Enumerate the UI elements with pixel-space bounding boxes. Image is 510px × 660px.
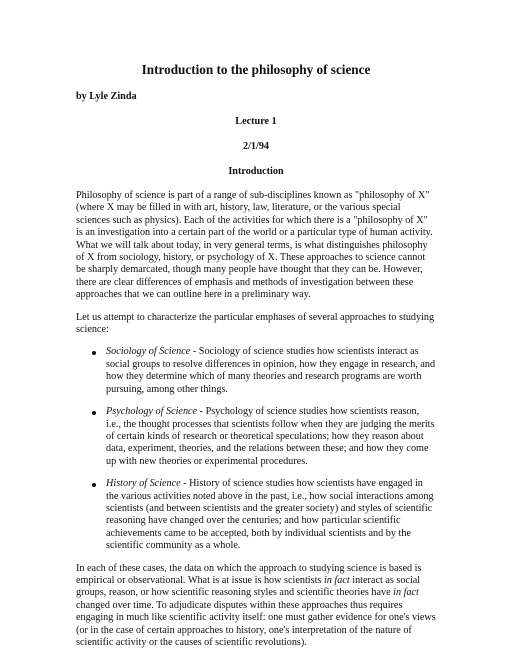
approaches-list [76,346,436,552]
author-line: by Lyle Zinda [76,91,137,102]
closing-emphasis-1: in fact [323,574,350,586]
section-heading: Introduction [228,166,284,177]
list-item [106,406,436,468]
approach-name: History of Science [106,478,181,490]
list-item [106,346,436,396]
closing-emphasis-2: in fact [393,587,419,599]
closing-text-1: In each of these cases, the data on which the approach to studying science is based is empirical or observational. What is at issue is how scientists [76,562,422,586]
bullet-icon [92,351,96,355]
intro-paragraph: Philosophy of science is part of a range of sub-disciplines known as "philosophy of X" (where X may be filled in with art, history, law, literature, or the various special sciences such as physics). Each of the activities for which there is a "philosophy of X" is an investigation into a certain part of the world or a particular type of human activity. What we will talk about today, in very general terms, is what distinguishes philosophy of X from sociology, history, or psychology of X. These approaches to science cannot be sharply demarcated, though many people have thought that they can be. However, there are clear differences of emphasis and methods of investigation between these approaches that we can outline here in a preliminary way. [76,190,433,301]
lecture-heading: Lecture 1 [235,116,277,127]
approach-text: - History of science studies how scientists have engaged in the various activities noted above in the past, i.e., how social interactions among scientists (and between scientists and the greater society) and styles of scientific reasoning have changed over the centuries; and how particular scientific achievements came to be accepted, both by individual scientists and by the scientific community as a whole. [106,478,434,552]
lecture-date: 2/1/94 [242,141,270,152]
bullet-icon [92,411,96,415]
approach-name: Sociology of Science [106,346,191,358]
document-page [76,62,436,659]
document-title: Introduction to the philosophy of science [141,62,371,77]
closing-text-3: changed over time. To adjudicate disputes within these approaches thus requires engaging in much like scientific activity itself: one must gather evidence for one's views (or in the case of certain approaches to history, one's interpretation of the nature of scientific activity or the causes of scientific revolutions). [76,599,436,648]
approach-name: Psychology of Science [106,406,198,418]
approach-text: - Psychology of science studies how scientists reason, i.e., the thought processes that scientists follow when they are judging the merits of certain kinds of research or theoretical speculations; how they reason about data, experiment, theories, and the relations between these; and how they come up with new theories or experimental procedures. [106,406,435,467]
lead-paragraph: Let us attempt to characterize the particular emphases of several approaches to studying science: [76,311,435,336]
bullet-icon [92,483,96,487]
approach-text: - Sociology of science studies how scientists interact as social groups to resolve differences in opinion, how they engage in research, and how they determine which of many theories and research programs are worth pursuing, among other things. [106,346,436,395]
closing-paragraph [76,563,436,650]
closing-text-2: interact as social groups, reason, or how scientific reasoning styles and scientific theories have [76,574,421,599]
list-item [106,478,436,552]
